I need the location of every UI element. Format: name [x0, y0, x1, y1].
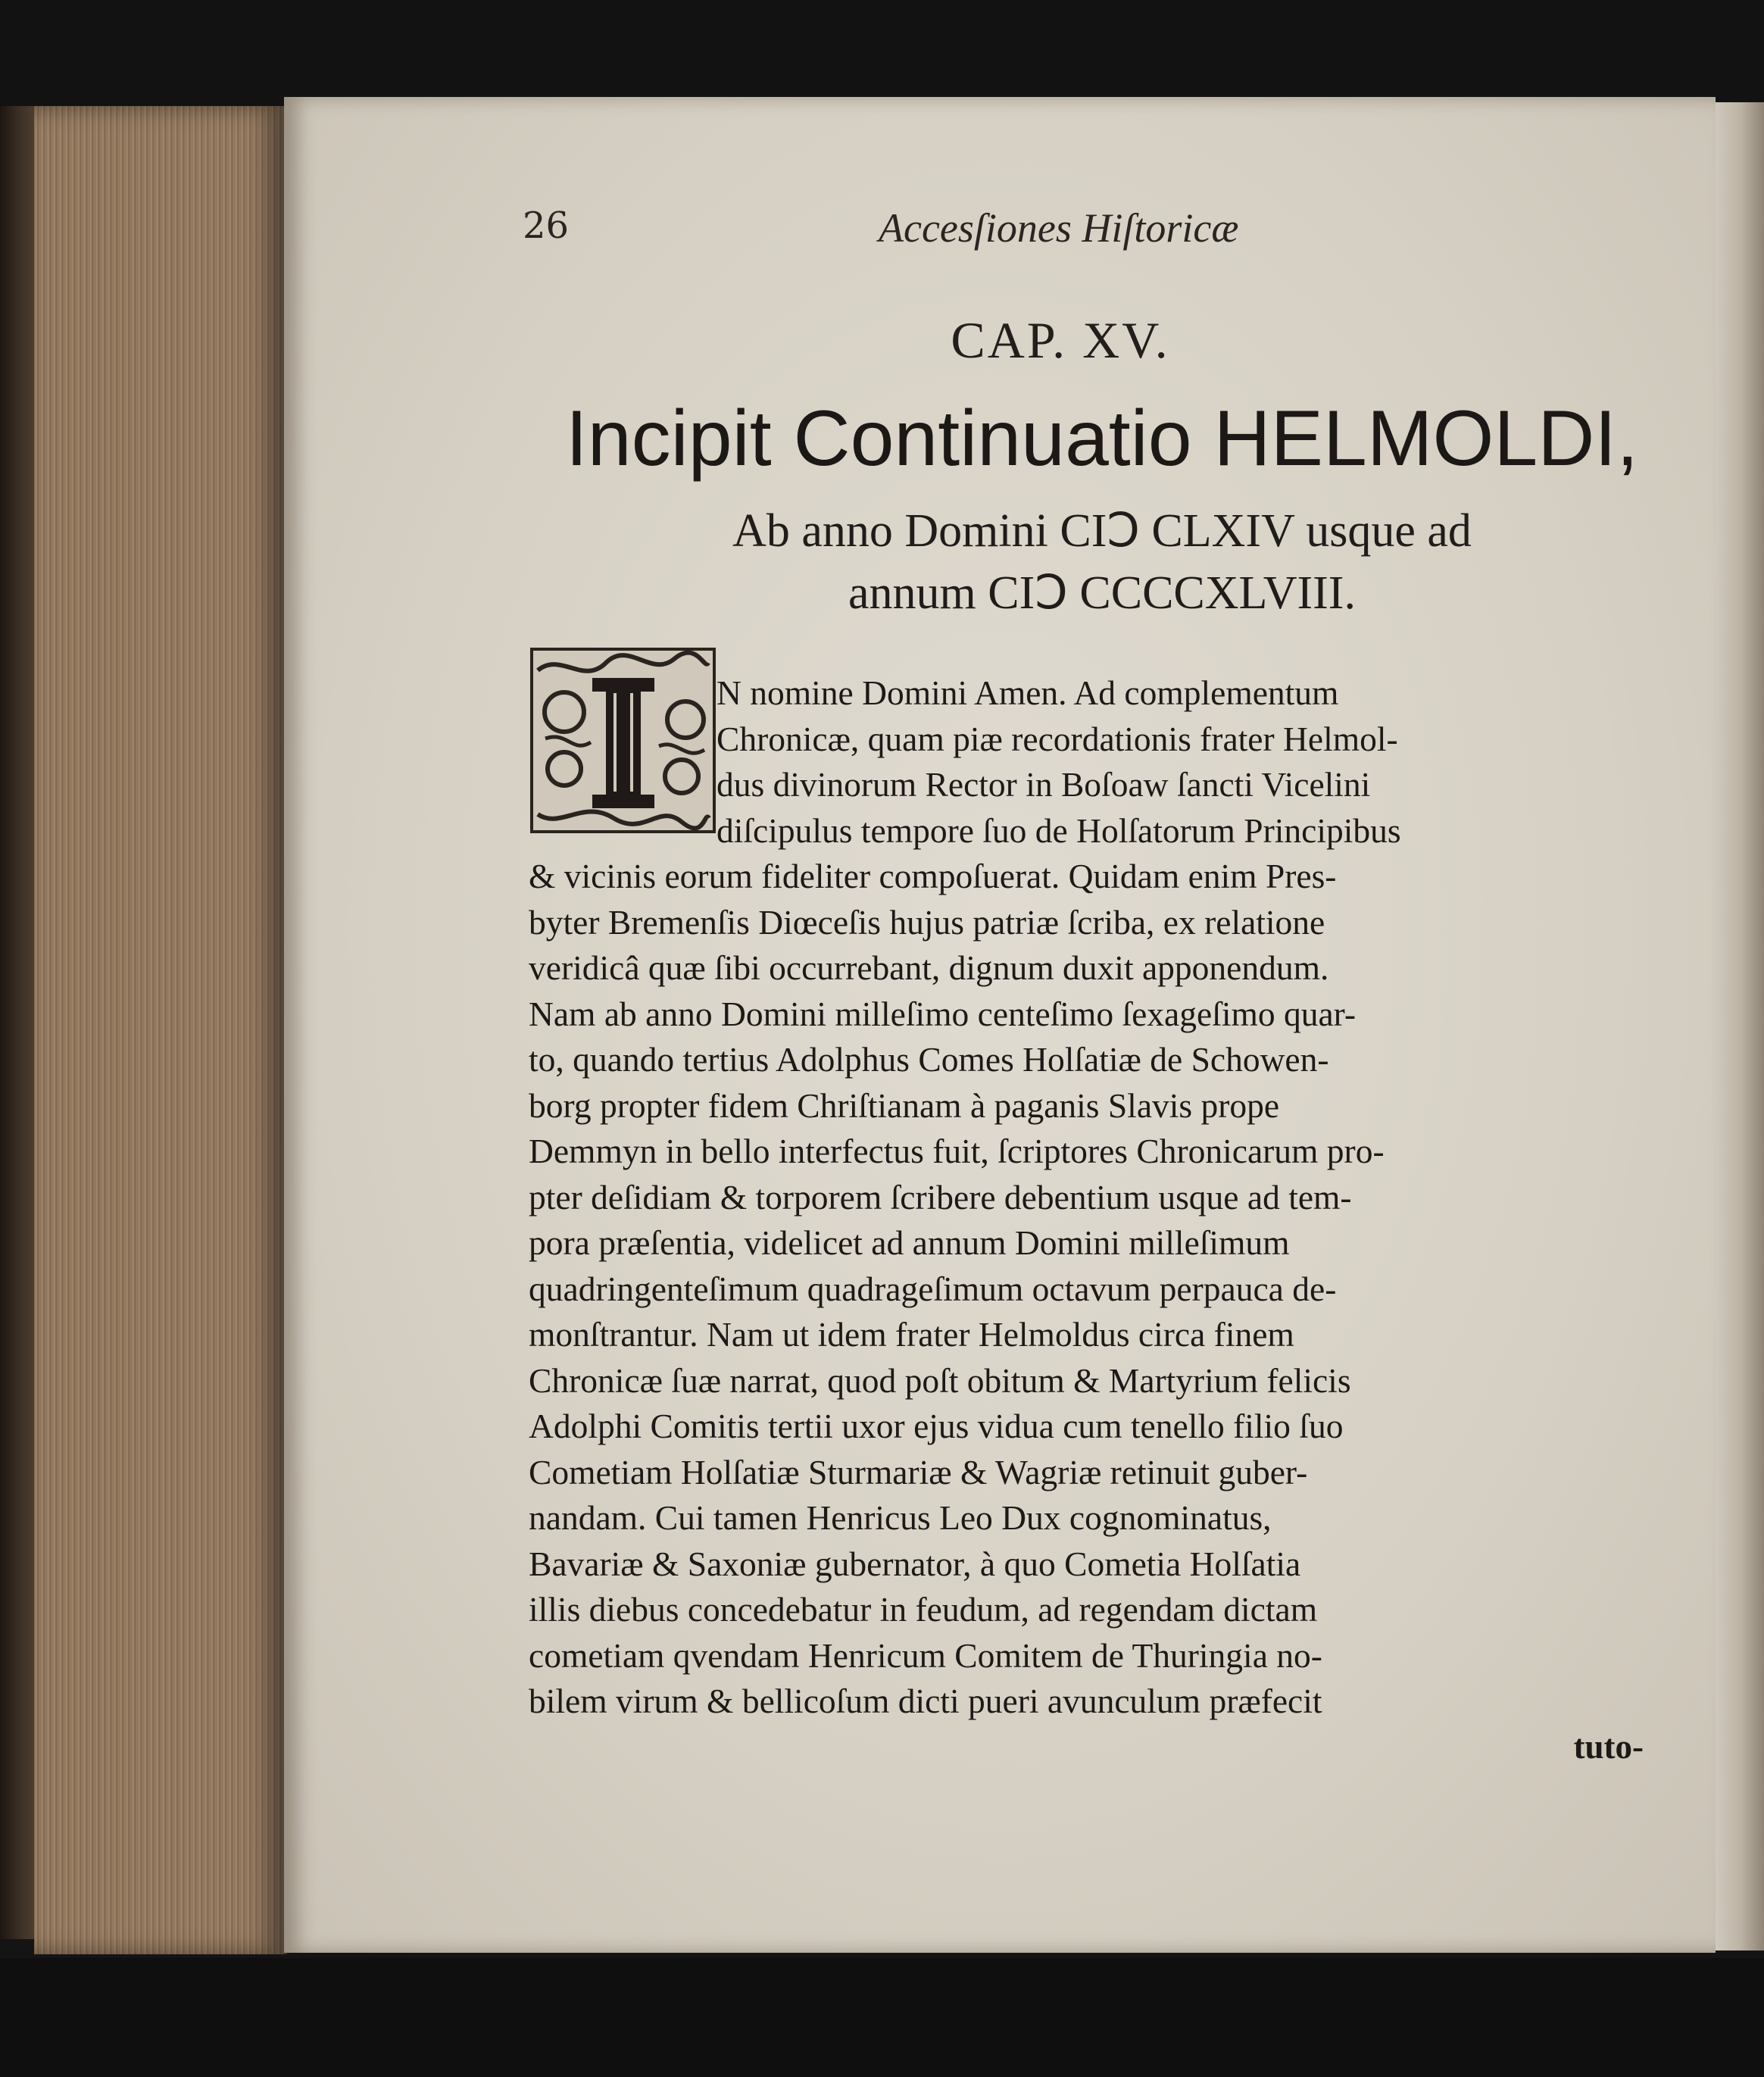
text-line: borg propter fidem Chriſtianam à paganis Slavis prope [529, 1085, 1280, 1125]
catchword: tuto- [1573, 1728, 1644, 1766]
text-line: Chronicæ, quam piæ recordationis frater Helmol- [717, 719, 1398, 758]
text-line: Demmyn in bello interfectus fuit, ſcriptores Chronicarum pro- [529, 1132, 1385, 1170]
text-line: quadringenteſimum quadrageſimum octavum perpauca de- [529, 1269, 1337, 1308]
text-line: Nam ab anno Domini milleſimo centeſimo ſexageſimo quar- [529, 994, 1357, 1033]
text-line: nandam. Cui tamen Henricus Leo Dux cognominatus, [529, 1498, 1272, 1537]
text-line: bilem virum & bellicoſum dicti pueri avunculum præfecit [529, 1682, 1322, 1720]
background-top [0, 0, 1764, 106]
text-line: veridicâ quæ ſibi occurrebant, dignum duxit apponendum. [529, 948, 1329, 987]
text-line: to, quando tertius Adolphus Comes Holſatiæ de Schowen- [529, 1040, 1329, 1079]
running-title: Accesſiones Hiſtoricæ [879, 205, 1239, 251]
book-page-stack [34, 106, 287, 1954]
text-line: dus divinorum Rector in Boſoaw ſancti Vicelini [717, 765, 1371, 804]
text-line: monſtrantur. Nam ut idem frater Helmoldus circa finem [529, 1315, 1294, 1354]
page-number: 26 [523, 205, 570, 247]
text-line: & vicinis eorum fideliter compoſuerat. Quidam enim Pres- [529, 857, 1337, 895]
text-line: illis diebus concedebatur in feudum, ad regendam dictam [529, 1590, 1318, 1629]
main-title: Incipit Continuatio HELMOLDI, [565, 395, 1639, 483]
subtitle-line: Ab anno Domini CIↃ CLXIV usque ad [732, 505, 1472, 557]
subtitle-line: annum CIↃ CCCCXLVIII. [848, 567, 1356, 619]
text-line: Cometiam Holſatiæ Sturmariæ & Wagriæ retinuit guber- [529, 1452, 1308, 1491]
background-bottom [0, 1958, 1764, 2077]
text-line: pter deſidiam & torporem ſcribere debentium usque ad tem- [529, 1177, 1352, 1217]
running-head [523, 205, 1356, 265]
text-line: byter Bremenſis Diœceſis hujus patriæ ſcriba, ex relatione [529, 902, 1325, 942]
text-line: pora præſentia, videlicet ad annum Domini milleſimum [529, 1223, 1290, 1262]
text-line: Chronicæ ſuæ narrat, quod poſt obitum & Martyrium felicis [529, 1360, 1351, 1400]
facing-page-edge [1716, 102, 1764, 1951]
text-line: Adolphi Comitis tertii uxor ejus vidua cum tenello filio ſuo [529, 1407, 1344, 1445]
chapter-heading: CAP. XV. [951, 311, 1170, 369]
subtitle [523, 500, 1681, 624]
text-line: cometiam qvendam Henricum Comitem de Thuringia no- [529, 1635, 1322, 1675]
text-line: diſcipulus tempore ſuo de Holſatorum Principibus [717, 810, 1401, 850]
text-line: N nomine Domini Amen. Ad complementum [717, 673, 1339, 712]
text-line: Bavariæ & Saxoniæ gubernator, à quo Cometia Holſatia [529, 1544, 1301, 1583]
body-text [529, 670, 1646, 1725]
